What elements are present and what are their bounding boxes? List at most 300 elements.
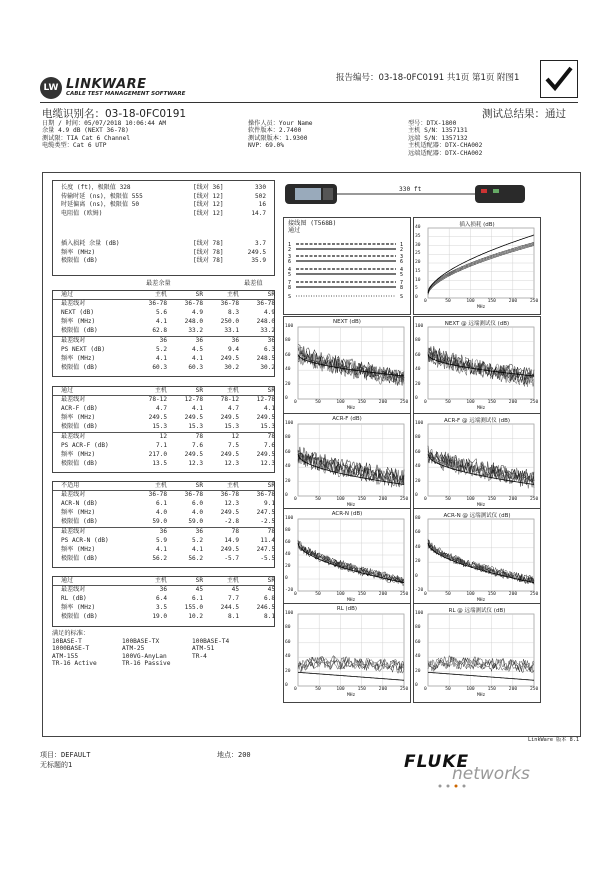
- x-tick-label: 50: [445, 497, 451, 502]
- checkmark-icon: [541, 61, 577, 97]
- table-cell: 7.5: [227, 442, 239, 449]
- table-cell: SR: [195, 387, 203, 394]
- table-row: [53, 604, 274, 612]
- chart-trace: [428, 246, 534, 295]
- table-cell: 249.5: [220, 451, 239, 458]
- table-cell: 频率 (MHz): [61, 546, 96, 553]
- table-cell: 19.0: [152, 613, 167, 620]
- x-tick-label: 150: [357, 400, 366, 405]
- table-cell: 通过: [61, 291, 74, 298]
- table-cell: 7.7: [227, 595, 239, 602]
- table-cell: 9.1: [263, 500, 275, 507]
- table-cell: 12.3: [260, 460, 275, 467]
- chart-title: NEXT (dB): [333, 319, 361, 325]
- info-line: 主机 S/N：1357131: [408, 127, 468, 135]
- table-cell: 78: [267, 528, 275, 535]
- x-tick-label: 250: [530, 687, 539, 692]
- table-cell: 4.1: [191, 405, 203, 412]
- x-axis-label: MHz: [347, 598, 356, 603]
- x-axis-label: MHz: [347, 406, 356, 411]
- chart-trace: [298, 540, 404, 584]
- x-tick-label: 50: [445, 400, 451, 405]
- table-cell: 主机: [226, 482, 239, 489]
- table-cell: 45: [267, 586, 275, 593]
- chart-trace: [428, 540, 534, 583]
- y-tick-label: 40: [285, 552, 291, 557]
- table-cell: PS ACR-F (dB): [61, 442, 109, 449]
- y-tick-label: 0: [415, 573, 418, 579]
- table-row: [53, 491, 274, 499]
- y-tick-label: 35: [415, 233, 421, 239]
- x-tick-label: 100: [466, 299, 475, 304]
- table-cell: 通过: [61, 577, 74, 584]
- x-tick-label: 200: [378, 400, 388, 405]
- table-cell: 12.3: [224, 460, 239, 467]
- x-tick-label: 250: [530, 592, 539, 597]
- chart-title: RL (dB): [336, 606, 358, 612]
- table-cell: PS NEXT (dB): [61, 346, 106, 353]
- table-cell: 最差线对: [61, 396, 86, 403]
- table-cell: 60.3: [152, 364, 167, 371]
- table-row: [53, 460, 274, 468]
- x-tick-label: 0: [294, 592, 297, 597]
- y-tick-label: 80: [285, 435, 291, 441]
- table-cell: 248.0: [256, 318, 275, 325]
- y-tick-label: 80: [285, 625, 291, 631]
- chart-next-remote: [413, 316, 541, 416]
- y-tick-label: 60: [415, 352, 421, 358]
- summary-pair: [线对 36]: [193, 184, 224, 191]
- table-cell: 78-12: [148, 396, 167, 403]
- table-cell: 249.5: [220, 414, 239, 421]
- table-row: [53, 500, 274, 508]
- y-tick-label: 80: [415, 625, 421, 631]
- chart-trace: [428, 543, 534, 583]
- table-cell: 249.5: [220, 355, 239, 362]
- chart-next: [283, 316, 411, 416]
- table-row: [53, 355, 274, 363]
- table-cell: 极限值 (dB): [61, 327, 98, 334]
- table-cell: 7.6: [263, 442, 275, 449]
- table-row: [53, 309, 274, 317]
- summary-pair: [线对 78]: [193, 257, 224, 264]
- wiremap-pin-right: S: [400, 294, 404, 300]
- y-tick-label: 60: [285, 540, 291, 545]
- table-cell: SR: [267, 387, 275, 394]
- table-header-row: [53, 387, 274, 396]
- table-cell: 10.2: [188, 613, 203, 620]
- x-tick-label: 150: [487, 400, 496, 405]
- y-tick-label: 0: [285, 576, 288, 581]
- table-cell: 5.9: [155, 537, 167, 544]
- table-cell: 60.3: [188, 364, 203, 371]
- table-cell: 248.0: [184, 318, 203, 325]
- wiremap-pin-right: 8: [400, 285, 404, 291]
- table-cell: -5.7: [224, 555, 239, 562]
- standards-col-2: [122, 638, 170, 668]
- overall-result: 测试总结果：通过: [482, 108, 566, 120]
- y-tick-label: 100: [415, 611, 424, 616]
- chart-title: RL @ 远端测试仪 (dB): [448, 608, 506, 614]
- summary-pair: [线对 12]: [193, 201, 224, 208]
- table-cell: 15.3: [188, 423, 203, 430]
- x-tick-label: 100: [466, 592, 475, 597]
- chart-rl-remote: [413, 603, 541, 703]
- table-cell: 4.1: [155, 546, 167, 553]
- y-tick-label: 60: [415, 530, 421, 536]
- x-tick-label: 100: [466, 687, 475, 692]
- brand-dots: [436, 784, 476, 788]
- summary-label: 长度 (ft)，极限值 328: [61, 184, 131, 191]
- chart-trace: [428, 544, 534, 585]
- table-cell: 极限值 (dB): [61, 460, 98, 467]
- table-cell: 4.1: [191, 546, 203, 553]
- wiremap-pin-right: 2: [400, 247, 404, 253]
- chart-trace: [298, 672, 404, 680]
- table-section: [52, 576, 275, 627]
- table-cell: -2.5: [260, 518, 275, 525]
- y-tick-label: 30: [415, 242, 421, 248]
- chart-acrn: [283, 508, 411, 608]
- summary-label: 时延偏离 (ns)，极限值 50: [61, 201, 140, 208]
- table-cell: 36-78: [184, 300, 203, 307]
- x-tick-label: 250: [530, 299, 539, 304]
- table-cell: 4.1: [263, 405, 275, 412]
- table-cell: 频率 (MHz): [61, 414, 96, 421]
- table-cell: 249.5: [148, 414, 167, 421]
- y-tick-label: 100: [415, 324, 424, 329]
- logo-subtitle: CABLE TEST MANAGEMENT SOFTWARE: [66, 91, 186, 97]
- logo-name: LINKWARE: [66, 77, 147, 92]
- info-line: NVP：69.0%: [248, 142, 284, 150]
- y-tick-label: 0: [285, 683, 288, 688]
- wiremap-status: 通过: [288, 227, 301, 234]
- wiremap-pin-right: 4: [400, 267, 404, 273]
- summary-label: 电阻值 (欧姆): [61, 209, 103, 217]
- table-cell: 频率 (MHz): [61, 509, 96, 516]
- wiremap-pin-right: 3: [400, 254, 404, 260]
- summary-label: 插入损耗 余量 (dB): [61, 240, 120, 247]
- table-cell: 极限值 (dB): [61, 423, 98, 430]
- x-tick-label: 150: [357, 687, 366, 692]
- table-cell: 36: [159, 528, 167, 535]
- table-cell: 36: [231, 337, 239, 344]
- table-cell: 12-78: [184, 396, 203, 403]
- y-tick-label: 60: [285, 639, 291, 645]
- table-row: [53, 414, 274, 422]
- x-tick-label: 250: [400, 497, 409, 502]
- table-cell: 不适用: [61, 482, 80, 489]
- col-worst-margin: 最差余量: [146, 280, 171, 287]
- y-tick-label: 20: [415, 381, 421, 387]
- table-row: [53, 364, 274, 372]
- table-row: [53, 613, 274, 621]
- table-cell: 12.3: [188, 460, 203, 467]
- table-cell: 4.0: [155, 509, 167, 516]
- y-tick-label: 20: [415, 260, 421, 265]
- col-worst-value: 最差值: [244, 280, 263, 287]
- table-cell: 30.2: [260, 364, 275, 371]
- x-axis-label: MHz: [477, 503, 486, 508]
- standards-col-3: [192, 638, 229, 660]
- wiremap-pin-right: 7: [400, 280, 404, 286]
- table-cell: 15.3: [260, 423, 275, 430]
- y-tick-label: 40: [415, 367, 421, 373]
- y-tick-label: 40: [415, 654, 421, 660]
- table-section: [52, 481, 275, 568]
- table-row: [53, 451, 274, 459]
- summary-pair: [线对 12]: [193, 209, 224, 217]
- x-tick-label: 200: [508, 299, 518, 304]
- table-cell: 250.0: [220, 318, 239, 325]
- info-line: 型号：DTX-1800: [408, 120, 457, 127]
- table-cell: 247.5: [256, 546, 275, 553]
- chart-trace: [428, 245, 534, 294]
- header-rule: [40, 102, 578, 103]
- x-tick-label: 100: [336, 592, 345, 597]
- table-cell: 8.3: [227, 309, 239, 316]
- table-cell: 36: [267, 337, 275, 344]
- y-tick-label: 80: [285, 338, 291, 344]
- logo: [40, 77, 220, 101]
- table-cell: 最差线对: [61, 433, 86, 440]
- x-axis-label: MHz: [477, 598, 486, 603]
- x-axis-label: MHz: [477, 305, 486, 310]
- table-cell: -5.5: [260, 555, 275, 562]
- wiremap-pin-right: 1: [400, 242, 404, 248]
- info-line: 测试限：TIA Cat 6 Channel: [42, 134, 131, 142]
- wiremap-title: 接线图 (T568B): [288, 220, 337, 227]
- info-line: 软件版本：2.7400: [248, 127, 302, 135]
- wiremap-pin-left: 2: [288, 247, 292, 253]
- y-tick-label: 60: [285, 449, 291, 455]
- table-cell: 36-78: [220, 491, 239, 498]
- x-tick-label: 100: [466, 400, 475, 405]
- x-tick-label: 0: [424, 592, 427, 597]
- table-cell: 249.5: [184, 451, 203, 458]
- table-cell: 15.3: [152, 423, 167, 430]
- x-tick-label: 200: [378, 592, 388, 597]
- x-axis-label: MHz: [477, 406, 486, 411]
- y-tick-label: 80: [415, 435, 421, 441]
- table-row: [53, 300, 274, 308]
- y-tick-label: 80: [415, 338, 421, 344]
- y-tick-label: 20: [285, 381, 291, 387]
- table-cell: RL (dB): [61, 595, 87, 602]
- standard-item: 100BASE-TX: [122, 638, 160, 645]
- table-cell: 36-78: [256, 300, 275, 307]
- x-tick-label: 0: [294, 497, 297, 502]
- table-header-row: [53, 577, 274, 586]
- y-tick-label: 100: [285, 324, 294, 329]
- x-tick-label: 150: [487, 687, 496, 692]
- table-cell: 7.1: [155, 442, 167, 449]
- x-tick-label: 50: [445, 299, 451, 304]
- table-row: [53, 546, 274, 554]
- info-line: 电缆类型：Cat 6 UTP: [42, 142, 107, 150]
- table-row: [53, 555, 274, 563]
- summary-pair: [线对 78]: [193, 248, 224, 256]
- standard-item: 1000BASE-T: [52, 645, 90, 653]
- chart-title: 插入损耗 (dB): [459, 222, 495, 228]
- check-box: [540, 60, 578, 98]
- chart-acrn-remote: [413, 508, 541, 608]
- table-cell: 最差线对: [61, 528, 86, 535]
- table-cell: 4.9: [263, 309, 275, 316]
- summary-value: 14.7: [251, 209, 266, 217]
- chart-trace: [428, 242, 534, 291]
- table-cell: 6.1: [191, 595, 203, 602]
- y-tick-label: 20: [415, 559, 421, 565]
- table-cell: PS ACR-N (dB): [61, 537, 109, 544]
- y-tick-label: 60: [415, 639, 421, 645]
- summary-value: 502: [254, 192, 266, 200]
- chart-trace: [298, 350, 404, 384]
- info-line: 日期 / 时间：05/07/2018 10:06:44 AM: [42, 120, 167, 127]
- table-cell: 45: [231, 586, 239, 593]
- info-left: [42, 120, 166, 150]
- table-cell: 主机: [226, 387, 239, 394]
- table-cell: 7.6: [191, 442, 203, 449]
- y-tick-label: 0: [415, 295, 418, 300]
- info-line: 操作人员：Your Name: [248, 120, 313, 127]
- summary-value: 249.5: [247, 248, 266, 256]
- chart-title: ACR-F (dB): [332, 416, 362, 422]
- table-cell: 4.7: [227, 405, 239, 412]
- table-cell: 247.5: [256, 509, 275, 516]
- info-line: 远端 S/N：1357132: [408, 134, 468, 142]
- y-tick-label: 20: [415, 478, 421, 484]
- info-line: 远端适配器：DTX-CHA002: [408, 149, 483, 157]
- y-tick-label: 15: [415, 268, 421, 274]
- wiremap-pin-left: 5: [288, 272, 292, 278]
- y-tick-label: 80: [415, 516, 421, 521]
- x-tick-label: 0: [294, 400, 297, 405]
- table-cell: 频率 (MHz): [61, 318, 96, 325]
- table-cell: 246.5: [256, 604, 275, 611]
- x-tick-label: 150: [487, 299, 496, 304]
- standards-title: 满足的标准：: [52, 630, 90, 637]
- table-cell: 频率 (MHz): [61, 604, 96, 611]
- wiremap-pin-left: 4: [288, 267, 292, 273]
- chart-trace: [428, 243, 534, 292]
- table-row: [53, 327, 274, 335]
- table-cell: 244.5: [220, 604, 239, 611]
- table-cell: 5.2: [155, 346, 167, 353]
- table-cell: 极限值 (dB): [61, 518, 98, 525]
- table-cell: 45: [195, 586, 203, 593]
- table-section: [52, 290, 275, 377]
- info-right: [408, 120, 482, 157]
- table-cell: SR: [195, 482, 203, 489]
- standard-item: TR-16 Passive: [122, 660, 171, 668]
- x-tick-label: 50: [315, 687, 321, 692]
- wiremap-pin-left: 7: [288, 280, 292, 286]
- networks-logo: networks: [452, 764, 530, 784]
- x-tick-label: 100: [336, 687, 345, 692]
- table-cell: 8.1: [263, 613, 275, 620]
- table-cell: 最差线对: [61, 337, 86, 344]
- info-line: 测试限版本：1.9300: [248, 134, 308, 142]
- table-cell: 249.5: [220, 509, 239, 516]
- wiremap-pin-left: 1: [288, 242, 292, 248]
- x-tick-label: 250: [530, 400, 539, 405]
- table-cell: 249.5: [256, 414, 275, 421]
- table-cell: 最差线对: [61, 491, 86, 498]
- table-cell: 36-78: [148, 491, 167, 498]
- summary-pair: [线对 12]: [193, 192, 224, 200]
- x-tick-label: 150: [487, 592, 496, 597]
- standard-item: 10BASE-T: [52, 638, 82, 645]
- x-tick-label: 250: [530, 497, 539, 502]
- table-cell: 极限值 (dB): [61, 613, 98, 620]
- table-cell: 4.0: [191, 509, 203, 516]
- table-cell: 通过: [61, 387, 74, 394]
- chart-trace: [298, 543, 404, 583]
- x-tick-label: 50: [315, 497, 321, 502]
- summary-pair: [线对 78]: [193, 240, 224, 247]
- version-label: LinkWare 版本 8.1: [528, 737, 579, 743]
- x-tick-label: 0: [424, 497, 427, 502]
- table-cell: 主机: [154, 577, 167, 584]
- x-tick-label: 100: [336, 400, 345, 405]
- chart-title: ACR-N (dB): [331, 511, 363, 517]
- table-cell: 13.5: [152, 460, 167, 467]
- standard-item: TR-4: [192, 652, 207, 660]
- standard-item: 100VG-AnyLan: [122, 652, 167, 660]
- report-number: 报告编号：03-18-0FC0191 共1页 第1页 附图1: [336, 73, 520, 83]
- x-tick-label: 50: [315, 400, 321, 405]
- table-cell: SR: [195, 577, 203, 584]
- table-cell: ACR-N (dB): [61, 500, 98, 507]
- table-cell: 36: [159, 586, 167, 593]
- y-tick-label: 40: [285, 464, 291, 470]
- table-cell: 36-78: [148, 300, 167, 307]
- table-cell: 6.4: [155, 595, 167, 602]
- table-cell: SR: [267, 577, 275, 584]
- x-tick-label: 50: [315, 592, 321, 597]
- table-cell: 249.5: [256, 451, 275, 458]
- length-label: 330 ft: [399, 186, 422, 193]
- table-cell: 36: [195, 337, 203, 344]
- y-tick-label: 40: [285, 654, 291, 660]
- x-tick-label: 200: [508, 687, 518, 692]
- x-tick-label: 0: [424, 400, 427, 405]
- standards: [52, 630, 272, 668]
- standard-item: ATM-51: [192, 645, 215, 653]
- wiremap-lines: [284, 218, 410, 314]
- chart-acrf: [283, 413, 411, 513]
- wiremap-pin-right: 5: [400, 272, 404, 278]
- table-cell: 最差线对: [61, 586, 86, 593]
- y-tick-label: 40: [285, 367, 291, 373]
- table-row: [53, 518, 274, 526]
- summary-value: 3.7: [254, 240, 266, 247]
- y-tick-label: -20: [285, 588, 294, 593]
- table-row: [53, 595, 274, 603]
- table-row: [53, 442, 274, 450]
- y-tick-label: 40: [415, 464, 421, 470]
- table-cell: 59.0: [152, 518, 167, 525]
- y-tick-label: -20: [415, 588, 424, 593]
- x-axis-label: MHz: [347, 503, 356, 508]
- table-cell: 极限值 (dB): [61, 555, 98, 562]
- x-tick-label: 150: [487, 497, 496, 502]
- x-tick-label: 100: [466, 497, 475, 502]
- table-cell: 36: [159, 337, 167, 344]
- chart-trace: [428, 540, 534, 580]
- chart-trace: [298, 353, 404, 385]
